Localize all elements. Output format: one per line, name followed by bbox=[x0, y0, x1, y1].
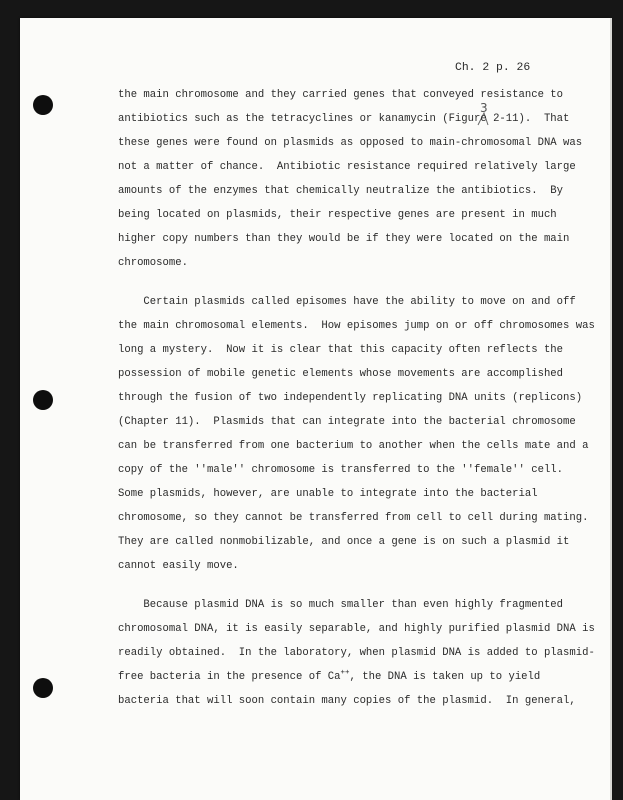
text-line: Some plasmids, however, are unable to integrate into the bacterial bbox=[118, 488, 538, 500]
text-line: can be transferred from one bacterium to another when the cells mate and a bbox=[118, 440, 589, 452]
text-segment: free bacteria in the presence of Ca bbox=[118, 671, 341, 683]
text-line: chromosome. bbox=[118, 257, 188, 269]
text-line: the main chromosome and they carried genes that conveyed resistance to bbox=[118, 89, 564, 101]
superscript-charge: ++ bbox=[340, 669, 350, 677]
text-line: copy of the ''male'' chromosome is transferred to the ''female'' cell. bbox=[118, 464, 564, 476]
text-line bbox=[118, 669, 541, 685]
text-line: chromosomal DNA, it is easily separable, and highly purified plasmid DNA is bbox=[118, 623, 595, 635]
binder-hole-bottom bbox=[33, 678, 53, 698]
binder-hole-top bbox=[33, 95, 53, 115]
text-line: through the fusion of two independently replicating DNA units (replicons) bbox=[118, 392, 583, 404]
handwritten-correction: 3 bbox=[480, 101, 488, 115]
text-line: the main chromosomal elements. How episomes jump on or off chromosomes was bbox=[118, 320, 595, 332]
page-number-label: Ch. 2 p. 26 bbox=[455, 62, 531, 74]
text-line: They are called nonmobilizable, and once a gene is on such a plasmid it bbox=[118, 536, 570, 548]
text-line: higher copy numbers than they would be if they were located on the main bbox=[118, 233, 570, 245]
text-segment: , the DNA is taken up to yield bbox=[349, 671, 541, 683]
text-line: readily obtained. In the laboratory, when plasmid DNA is added to plasmid- bbox=[118, 647, 595, 659]
text-line: bacteria that will soon contain many copies of the plasmid. In general, bbox=[118, 695, 576, 707]
text-line: amounts of the enzymes that chemically neutralize the antibiotics. By bbox=[118, 185, 564, 197]
text-line: these genes were found on plasmids as opposed to main-chromosomal DNA was bbox=[118, 137, 583, 149]
text-line: chromosome, so they cannot be transferred from cell to cell during mating. bbox=[118, 512, 589, 524]
text-line: not a matter of chance. Antibiotic resistance required relatively large bbox=[118, 161, 576, 173]
text-line: (Chapter 11). Plasmids that can integrate into the bacterial chromosome bbox=[118, 416, 576, 428]
text-line: being located on plasmids, their respective genes are present in much bbox=[118, 209, 557, 221]
text-line: Because plasmid DNA is so much smaller than even highly fragmented bbox=[118, 599, 564, 611]
text-line: long a mystery. Now it is clear that this capacity often reflects the bbox=[118, 344, 564, 356]
page-edge bbox=[610, 18, 612, 800]
text-line: Certain plasmids called episomes have the ability to move on and off bbox=[118, 296, 576, 308]
text-line: possession of mobile genetic elements whose movements are accomplished bbox=[118, 368, 564, 380]
binder-hole-middle bbox=[33, 390, 53, 410]
text-line: antibiotics such as the tetracyclines or kanamycin (Figure 2-11). That bbox=[118, 113, 570, 125]
text-line: cannot easily move. bbox=[118, 560, 239, 572]
